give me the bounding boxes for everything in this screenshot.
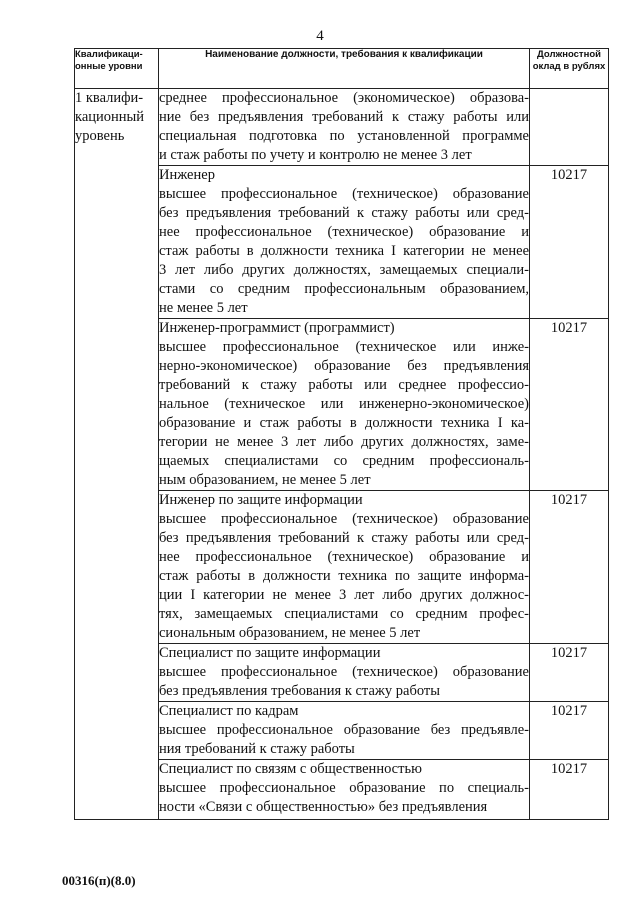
description-line: высшее профессиональное (техническое) образование — [159, 511, 529, 527]
salary-cell — [530, 89, 609, 166]
description-line: нальное (техническое или инженерно-экономическое) — [159, 396, 529, 412]
description-line: высшее профессиональное (техническое) образование — [159, 664, 529, 680]
header-salary-line: Должностной — [537, 49, 601, 60]
description-line: ние без предъявления требований к стажу работы или — [159, 109, 529, 125]
description-line: без предъявления требования к стажу работы — [159, 683, 440, 699]
description-line: образование и стаж работы в должности техника I ка- — [159, 415, 529, 431]
description-line: высшее профессиональное образование без предъявле- — [159, 722, 529, 738]
level-label-line: 1 квалифи- — [75, 90, 144, 106]
level-label-line: уровень — [75, 128, 125, 144]
position-title: Специалист по защите информации — [159, 645, 381, 661]
header-salary-line: оклад в рублях — [532, 61, 606, 72]
salary-cell: 10217 — [530, 760, 609, 820]
position-description — [159, 319, 530, 491]
description-line: и стаж работы по учету и контролю не менее 3 лет — [159, 147, 472, 163]
salary-cell: 10217 — [530, 166, 609, 319]
description-line: высшее профессиональное образование по специаль- — [159, 780, 529, 796]
position-description — [159, 166, 530, 319]
description-line: без предъявления требований к стажу работы или сред- — [159, 205, 529, 221]
document-code: 00316(п)(8.0) — [62, 873, 136, 888]
description-line: среднее профессиональное (экономическое) образова- — [159, 90, 529, 106]
description-line: ности «Связи с общественностью» без предъявления — [159, 799, 488, 815]
description-line: требований к стажу работы или среднее профессио- — [159, 377, 529, 393]
description-line: ции I категории не менее 3 лет либо других должнос- — [159, 587, 529, 603]
header-level-line: Квалификаци- — [75, 49, 143, 60]
description-line: тегории не менее 3 лет либо других должностях, заме- — [159, 434, 529, 450]
qualification-table — [74, 48, 609, 820]
description-line: стаж работы в должности техника I категории не менее — [159, 243, 529, 259]
salary-cell: 10217 — [530, 644, 609, 702]
description-line: не менее 5 лет — [159, 300, 248, 316]
description-line: специальная подготовка по установленной программе — [159, 128, 529, 144]
description-line: нее профессиональное (техническое) образование и — [159, 549, 529, 565]
header-salary — [530, 49, 609, 89]
description-line: стаж работы в должности техника по защите информа- — [159, 568, 529, 584]
position-description — [159, 89, 530, 166]
table-body — [75, 89, 609, 820]
table-header-row — [75, 49, 609, 89]
salary-cell: 10217 — [530, 491, 609, 644]
description-line: ния требований к стажу работы — [159, 741, 355, 757]
qualification-level-cell — [75, 89, 159, 820]
description-line: ным образованием, не менее 5 лет — [159, 472, 371, 488]
position-title: Специалист по кадрам — [159, 703, 299, 719]
position-title: Инженер — [159, 167, 215, 183]
table-row — [75, 89, 609, 166]
description-line: нерно-экономическое) образование без предъявления — [159, 358, 529, 374]
header-qualification-levels — [75, 49, 159, 89]
header-level-line: онные уровни — [75, 61, 143, 72]
position-description — [159, 760, 530, 820]
description-line: 3 лет либо других должностях, замещаемых специали- — [159, 262, 529, 278]
description-line: стами со средним профессиональным образованием, — [159, 281, 529, 297]
salary-cell: 10217 — [530, 319, 609, 491]
position-title: Инженер по защите информации — [159, 492, 363, 508]
description-line: без предъявления требований к стажу работы или сред- — [159, 530, 529, 546]
description-line: тях, замещаемых специалистами со средним профес- — [159, 606, 529, 622]
header-position-name: Наименование должности, требования к квалификации — [159, 49, 530, 89]
page-number: 4 — [316, 28, 324, 44]
position-title: Инженер-программист (программист) — [159, 320, 395, 336]
description-line: высшее профессиональное (техническое или инже- — [159, 339, 529, 355]
position-description — [159, 702, 530, 760]
salary-cell: 10217 — [530, 702, 609, 760]
level-label-line: кационный — [75, 109, 145, 125]
position-description — [159, 644, 530, 702]
position-description — [159, 491, 530, 644]
description-line: высшее профессиональное (техническое) образование — [159, 186, 529, 202]
description-line: нее профессиональное (техническое) образование и — [159, 224, 529, 240]
description-line: сиональным образованием, не менее 5 лет — [159, 625, 421, 641]
description-line: щаемых специалистами со средним профессиональ- — [159, 453, 529, 469]
position-title: Специалист по связям с общественностью — [159, 761, 422, 777]
